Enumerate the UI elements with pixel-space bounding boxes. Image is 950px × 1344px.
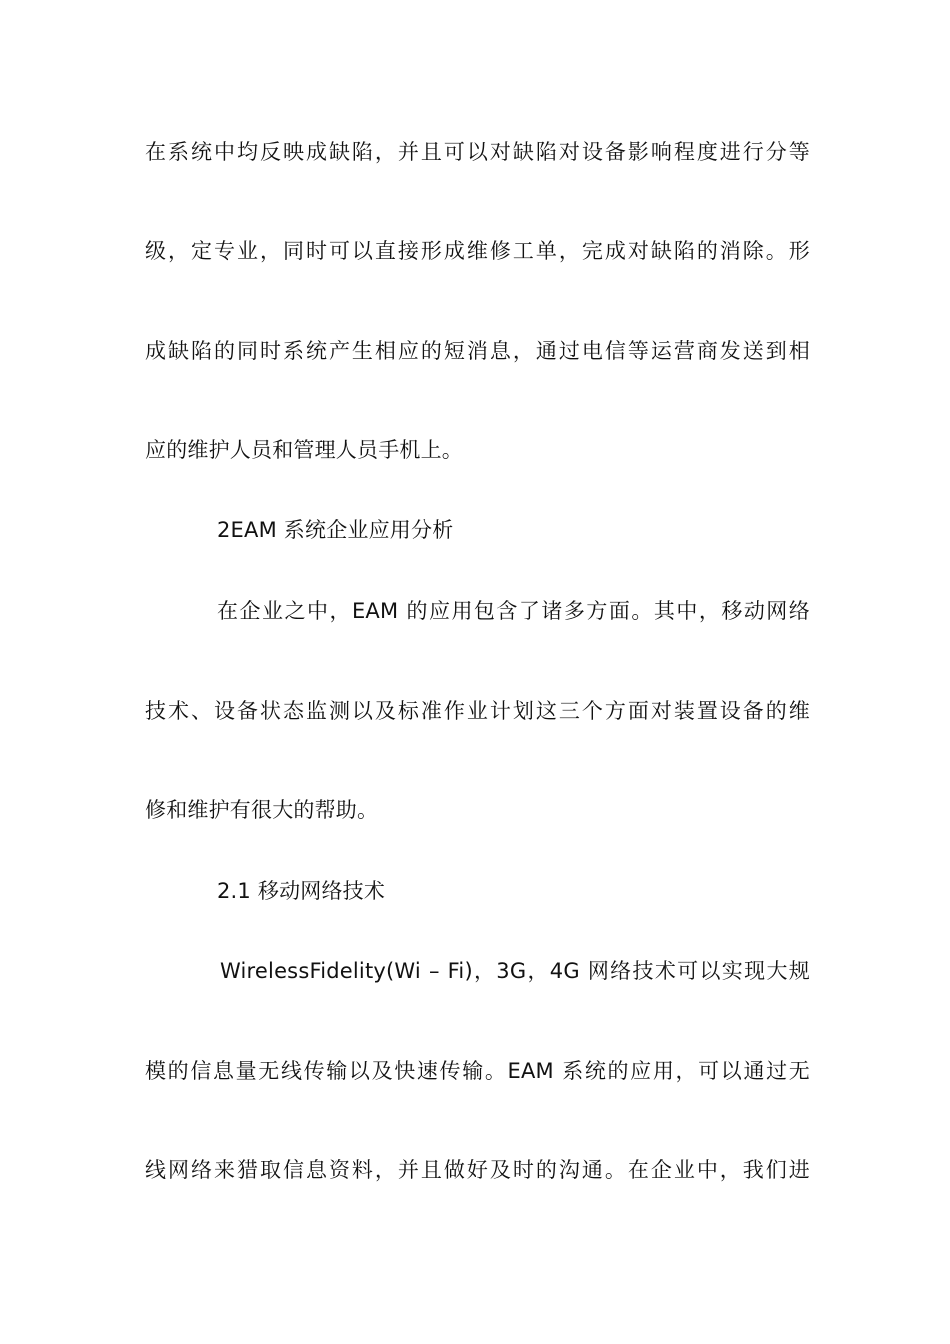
body-text-line: 级，定专业，同时可以直接形成维修工单，完成对缺陷的消除。形 xyxy=(145,239,810,263)
body-text-line: 模的信息量无线传输以及快速传输。EAM 系统的应用，可以通过无 xyxy=(145,1059,810,1083)
subsection-heading: 2.1 移动网络技术 xyxy=(217,879,386,903)
body-text-line: 应的维护人员和管理人员手机上。 xyxy=(145,438,463,462)
section-heading: 2EAM 系统企业应用分析 xyxy=(217,518,454,542)
body-text-line: 在系统中均反映成缺陷，并且可以对缺陷对设备影响程度进行分等 xyxy=(145,140,810,164)
body-text-line: 在企业之中，EAM 的应用包含了诸多方面。其中，移动网络 xyxy=(217,599,810,623)
body-text-line: 技术、设备状态监测以及标准作业计划这三个方面对装置设备的维 xyxy=(145,699,810,723)
body-text-line: 成缺陷的同时系统产生相应的短消息，通过电信等运营商发送到相 xyxy=(145,339,810,363)
body-text-line: WirelessFidelity(Wi – Fi)，3G，4G 网络技术可以实现大规 xyxy=(220,959,810,983)
body-text-line: 线网络来猎取信息资料，并且做好及时的沟通。在企业中，我们进 xyxy=(145,1158,810,1182)
body-text-line: 修和维护有很大的帮助。 xyxy=(145,798,379,822)
